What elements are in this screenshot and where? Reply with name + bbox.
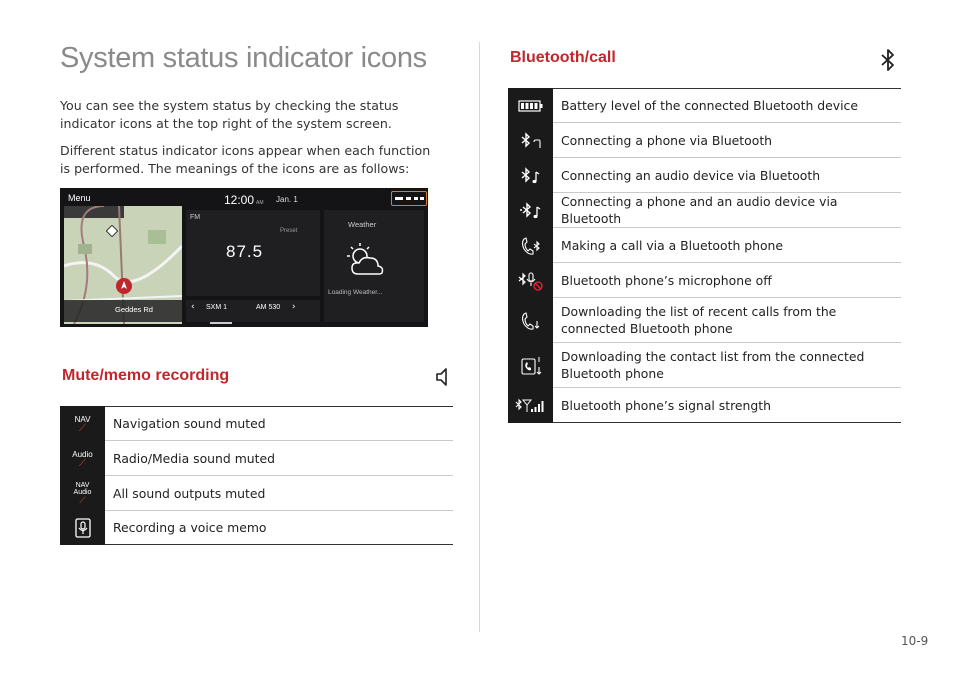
screen-source-1[interactable]: SXM 1 [206, 304, 228, 311]
screen-source-2[interactable]: AM 530 [256, 304, 281, 311]
chevron-left-icon[interactable]: ‹ [191, 302, 195, 312]
mute-row-label: Recording a voice memo [105, 511, 453, 545]
intro-paragraph-2: Different status indicator icons appear when each function is performed. The meanings of the icons are as follows: [60, 143, 431, 176]
page-indicator [210, 322, 232, 324]
speaker-muted-icon [434, 366, 452, 388]
bt-call-icon [508, 228, 553, 263]
table-row [508, 298, 901, 343]
table-row [508, 88, 901, 123]
audio-muted-icon: Audio ⟋ [60, 441, 105, 476]
status-indicator-area [391, 191, 427, 206]
bluetooth-row-label: Downloading the list of recent calls from the connected Bluetooth phone [553, 298, 901, 343]
compass-icon [106, 225, 118, 237]
download-recent-calls-icon [508, 298, 553, 343]
partly-cloudy-icon [340, 240, 388, 280]
screen-frequency: 87.5 [226, 242, 264, 261]
table-row [60, 476, 453, 511]
screen-weather-title: Weather [348, 220, 377, 229]
table-row [508, 343, 901, 388]
mute-icon-table [60, 406, 453, 545]
table-row [508, 123, 901, 158]
screen-band: FM [190, 214, 201, 221]
table-row [508, 388, 901, 423]
screen-clock: 12:00 AM [224, 193, 264, 207]
screen-loading-weather: Loading Weather... [328, 289, 383, 296]
mute-section-heading: Mute/memo recording [62, 367, 230, 384]
system-screen-image [60, 188, 428, 327]
bt-mic-off-icon [508, 263, 553, 298]
table-row [508, 158, 901, 193]
screen-date: Jan. 1 [276, 195, 298, 204]
bluetooth-section-heading: Bluetooth/call [510, 49, 616, 66]
intro-paragraph-1: You can see the system status by checking the status indicator icons at the top right of the system screen. [60, 98, 399, 131]
screen-street-name: Geddes Rd [115, 305, 153, 314]
screen-menu-label[interactable]: Menu [68, 193, 91, 203]
table-row [60, 441, 453, 476]
column-divider [479, 42, 480, 632]
bt-phone-icon [508, 123, 553, 158]
bt-phone-audio-icon [508, 193, 553, 228]
page-number: 10-9 [901, 634, 929, 648]
table-row [508, 263, 901, 298]
bluetooth-row-label: Bluetooth phone’s signal strength [553, 388, 901, 423]
mute-row-label: Radio/Media sound muted [105, 441, 453, 476]
table-row [60, 511, 453, 545]
download-contacts-icon [508, 343, 553, 388]
bluetooth-row-label: Making a call via a Bluetooth phone [553, 228, 901, 263]
bluetooth-row-label: Bluetooth phone’s microphone off [553, 263, 901, 298]
voice-memo-icon [60, 511, 105, 545]
bluetooth-icon [878, 48, 898, 72]
bluetooth-row-label: Connecting an audio device via Bluetooth [553, 158, 901, 193]
screen-preset: Preset [280, 228, 298, 234]
nav-muted-icon: NAV ⟋ [60, 406, 105, 441]
chevron-right-icon[interactable]: › [292, 302, 296, 312]
gps-pointer-icon [115, 277, 133, 295]
battery-level-icon [508, 88, 553, 123]
mute-row-label: All sound outputs muted [105, 476, 453, 511]
bt-audio-icon [508, 158, 553, 193]
bt-signal-icon [508, 388, 553, 423]
bluetooth-row-label: Connecting a phone and an audio device via Bluetooth [553, 193, 901, 228]
table-row [508, 193, 901, 228]
bluetooth-row-label: Battery level of the connected Bluetooth device [553, 88, 901, 123]
bluetooth-row-label: Connecting a phone via Bluetooth [553, 123, 901, 158]
table-row [508, 228, 901, 263]
page-title: System status indicator icons [60, 42, 427, 74]
bluetooth-icon-table [508, 88, 901, 423]
table-row [60, 406, 453, 441]
bluetooth-row-label: Downloading the contact list from the connected Bluetooth phone [553, 343, 901, 388]
mute-row-label: Navigation sound muted [105, 406, 453, 441]
all-muted-icon: NAV Audio ⟋ [60, 476, 105, 511]
